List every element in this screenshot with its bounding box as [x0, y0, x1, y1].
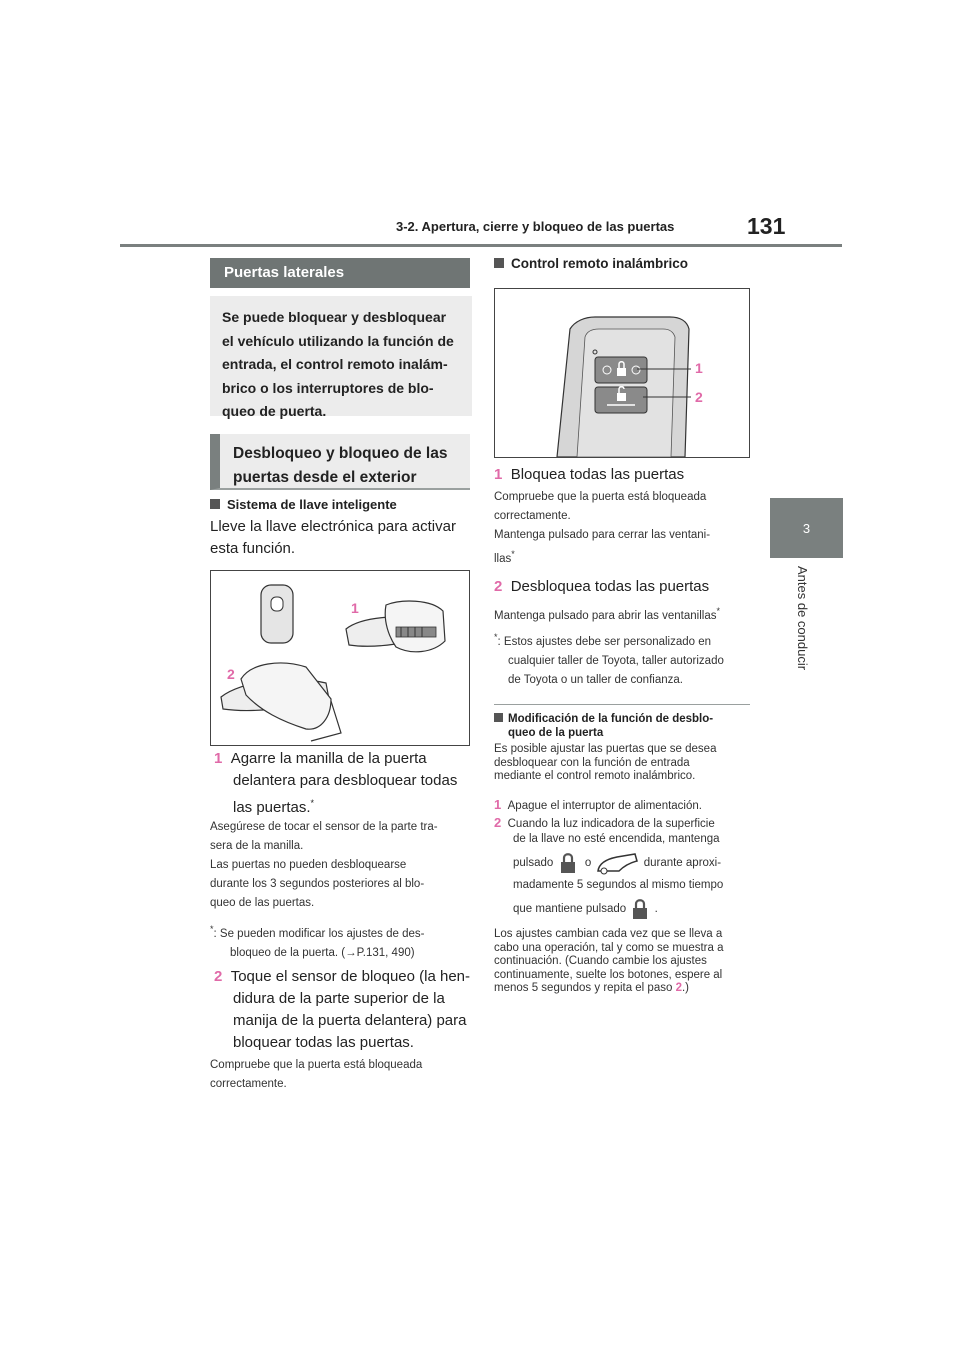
remote-item-2-note: Mantenga pulsado para abrir las ventanillas*: [494, 606, 720, 622]
intro-line: el vehículo utilizando la función de: [222, 332, 454, 349]
page-reference-link[interactable]: bloqueo de la puerta. (→P.131, 490): [230, 946, 415, 959]
smart-key-body: Lleve la llave electrónica para activar esta función.: [210, 518, 456, 557]
step-1-notes: Asegúrese de tocar el sensor de la parte tra- sera de la manilla. Las puertas no pueden desbloquearse durante los 3 segundos posteriores al blo- queo de las puertas.: [210, 821, 438, 909]
intro-line: queo de puerta.: [222, 403, 327, 419]
remote-illustration: [494, 288, 750, 458]
remote-heading: Control remoto inalámbrico: [494, 256, 688, 271]
lock-icon: [557, 851, 579, 875]
hand-lower-icon: [241, 663, 331, 729]
section-heading-line: puertas desde el exterior: [233, 469, 417, 486]
trunk-icon: [595, 851, 641, 875]
modification-step-2: 2 Cuando la luz indicadora de la superficie de la llave no esté encendida, mantenga: [494, 815, 720, 845]
modification-final: Los ajustes cambian cada vez que se lleva a cabo una operación, tal y como se muestra a continuación. (Cuando cambie los ajustes continuamente, suelte los botones, espere al menos 5 segundos y repita el paso 2.): [494, 928, 724, 994]
lock-icon: [629, 897, 651, 921]
modification-step-2-buttons: pulsado o durante aproxi-: [513, 850, 763, 876]
remote-item-1-notes: Compruebe que la puerta está bloqueada correctamente. Mantenga pulsado para cerrar las ventani- llas*: [494, 491, 711, 565]
chapter-tab[interactable]: 3: [770, 498, 843, 558]
smart-key-heading: Sistema de llave inteligente: [210, 497, 397, 512]
key-fob-icon: [261, 585, 293, 643]
intro-line: Se puede bloquear y desbloquear: [222, 309, 447, 325]
modification-heading: Modificación de la función de desblo- queo de la puerta: [494, 712, 756, 740]
section-breadcrumb: 3-2. Apertura, cierre y bloqueo de las puertas: [396, 219, 675, 234]
modification-step-2-line4: madamente 5 segundos al mismo tiempo: [513, 879, 724, 891]
square-bullet-icon: [494, 713, 503, 722]
title-bar: Puertas laterales: [210, 258, 470, 288]
header-rule: [120, 244, 842, 247]
intro-box: [210, 296, 472, 419]
chapter-label: Antes de conducir: [795, 566, 810, 671]
smart-key-illustration: [210, 570, 470, 746]
square-bullet-icon: [210, 499, 220, 509]
modification-step-1: 1 Apague el interruptor de alimentación.: [494, 797, 702, 812]
footnote-1: *: Se pueden modificar los ajustes de des- bloqueo de la puerta. (→P.131, 490): [210, 924, 425, 959]
figure-callout-2: 2: [695, 389, 703, 405]
remote-item-1: 1 Bloquea todas las puertas: [494, 466, 685, 483]
section-heading: [210, 434, 470, 490]
modification-step-2-line5: que mantiene pulsado .: [513, 896, 763, 922]
figure-callout-1: 1: [695, 360, 703, 376]
divider: [494, 704, 750, 705]
step-1: 1 Agarre la manilla de la puerta delantera para desbloquear todas las puertas.*: [214, 750, 458, 816]
figure-callout-1: 1: [351, 600, 359, 616]
intro-line: entrada, el control remoto inalám-: [222, 356, 448, 372]
page-number: 131: [747, 213, 786, 239]
hand-upper-icon: [385, 601, 445, 652]
figure-callout-2: 2: [227, 666, 235, 682]
section-heading-line: Desbloqueo y bloqueo de las: [233, 445, 448, 462]
remote-item-2: 2 Desbloquea todas las puertas: [494, 578, 710, 595]
step-2: 2 Toque el sensor de bloqueo (la hen- didura de la parte superior de la manija de la puerta delantera) para bloquear todas las puertas.: [214, 968, 471, 1051]
modification-body: Es posible ajustar las puertas que se desea desbloquear con la función de entrada mediante el control remoto inalámbrico.: [494, 743, 717, 782]
intro-line: brico o los interruptores de blo-: [222, 379, 434, 396]
step-2-notes: Compruebe que la puerta está bloqueada correctamente.: [210, 1059, 423, 1090]
footnote-2: *: Estos ajustes debe ser personalizado en cualquier taller de Toyota, taller autorizado de Toyota o un taller de confianza.: [494, 632, 724, 686]
square-bullet-icon: [494, 258, 504, 268]
